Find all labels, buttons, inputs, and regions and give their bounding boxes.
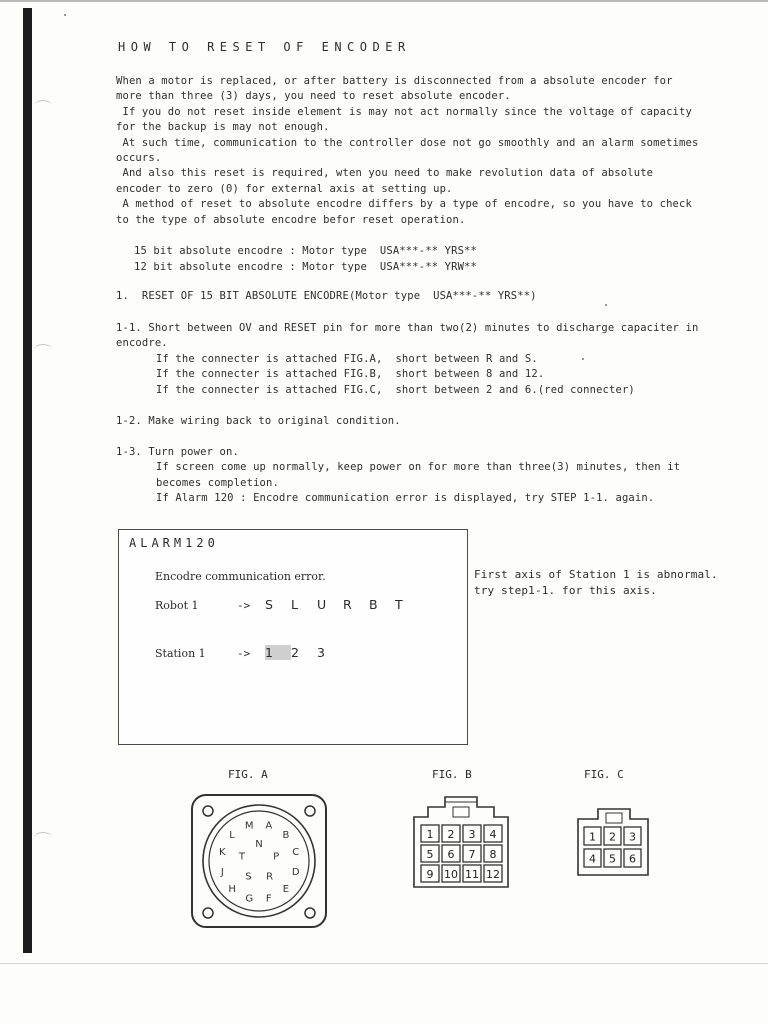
fig-a-pin-label: C xyxy=(292,847,300,859)
station-axis: 3 xyxy=(317,645,325,660)
fig-b-pin-label: 2 xyxy=(447,828,455,841)
intro-line: for the backup is may not enough. xyxy=(116,121,330,134)
fig-a-pin-label: K xyxy=(219,847,226,859)
fig-a-pin-label: S xyxy=(245,871,252,883)
robot-axis: R xyxy=(343,597,352,612)
note-line: try step1-1. for this axis. xyxy=(474,583,657,597)
station-axis-row xyxy=(155,645,343,660)
fig-b-pin-label: 9 xyxy=(426,868,434,881)
station-axis: 2 xyxy=(291,645,299,660)
fig-b-pin-label: 6 xyxy=(447,848,455,861)
outer-shell xyxy=(203,805,315,917)
step-1-3 xyxy=(116,445,680,507)
encoder-type-12bit: 12 bit absolute encodre : Motor type USA***-** YRW** xyxy=(134,260,477,273)
step-line: If the connecter is attached FIG.C, short between 2 and 6.(red connecter) xyxy=(156,383,635,396)
intro-line: occurs. xyxy=(116,152,162,165)
fig-b-pin-label: 8 xyxy=(489,848,497,861)
intro-line: to the type of absolute encodre befor reset operation. xyxy=(116,213,466,226)
robot-axis: S xyxy=(265,597,273,612)
section-heading: 1. RESET OF 15 BIT ABSOLUTE ENCODRE(Motor type USA***-** YRS**) xyxy=(116,290,537,302)
fig-b-caption: FIG. B xyxy=(432,768,472,781)
punch-hole-mark xyxy=(34,344,52,355)
step-line: 1-2. Make wiring back to original condition. xyxy=(116,415,401,427)
fig-a-pin-label: N xyxy=(255,839,263,850)
station-axes xyxy=(265,647,343,660)
step-line: 1-3. Turn power on. xyxy=(116,446,239,458)
mount-hole xyxy=(203,806,213,816)
step-line: If the connecter is attached FIG.A, short between R and S. xyxy=(156,352,538,365)
fig-b-pin-group xyxy=(421,825,502,882)
fig-b-pin-label: 12 xyxy=(486,868,500,881)
station-label: Station 1 xyxy=(155,647,206,660)
robot-axes xyxy=(265,599,421,612)
fig-b-pin-label: 11 xyxy=(465,868,479,881)
fig-a-pin-label: F xyxy=(265,893,272,905)
robot-label: Robot 1 xyxy=(155,599,199,612)
fig-a-pin-label: H xyxy=(228,883,236,895)
intro-paragraph xyxy=(116,74,751,228)
fig-a-caption: FIG. A xyxy=(228,768,268,781)
fig-b-pin-label: 7 xyxy=(468,848,476,861)
fig-b-pin-label: 1 xyxy=(426,828,434,841)
step-1-2 xyxy=(116,414,401,429)
fig-c-pin-label: 2 xyxy=(609,830,616,844)
robot-axis-row xyxy=(155,597,421,612)
latch-tab xyxy=(606,813,622,823)
fig-a-pin-label: J xyxy=(220,866,224,878)
fig-b-connector-diagram xyxy=(408,793,514,895)
fig-a-pin-label: M xyxy=(244,820,254,832)
note-line: First axis of Station 1 is abnormal. xyxy=(474,568,718,581)
fig-a-pin-label: T xyxy=(238,851,245,863)
fig-c-pin-group xyxy=(584,827,641,867)
arrow: -> xyxy=(237,647,251,660)
fig-a-pin-label: D xyxy=(291,866,300,878)
step-line: If Alarm 120 : Encodre communication error is displayed, try STEP 1-1. again. xyxy=(156,492,655,505)
binder-edge-shadow xyxy=(23,8,32,953)
punch-hole-mark xyxy=(34,832,52,843)
intro-line: more than three (3) days, you need to reset absolute encoder. xyxy=(116,90,511,103)
robot-axis: T xyxy=(395,597,403,612)
robot-axis: L xyxy=(291,597,298,612)
fig-a-pin-label: E xyxy=(282,883,290,895)
fig-a-pin-label: L xyxy=(229,830,235,842)
step-1-1 xyxy=(116,321,698,398)
page-top-edge xyxy=(0,0,768,2)
arrow: -> xyxy=(237,599,251,612)
intro-line: And also this reset is required, wten you need to make revolution data of absolute xyxy=(116,167,654,180)
fig-c-pin-label: 1 xyxy=(589,830,596,844)
fig-b-pin-label: 10 xyxy=(444,868,458,881)
fig-a-pin-label: A xyxy=(265,820,273,832)
intro-line: At such time, communication to the controller dose not go smoothly and an alarm sometimes xyxy=(116,136,699,149)
step-line: 1-1. Short between OV and RESET pin for more than two(2) minutes to discharge capaciter in xyxy=(116,322,699,334)
fig-c-connector-diagram xyxy=(574,805,654,885)
page-bottom-edge xyxy=(0,963,768,964)
scan-speck xyxy=(605,304,607,306)
encoder-type-15bit: 15 bit absolute encodre : Motor type USA***-** YRS** xyxy=(134,245,477,257)
fig-a-pin-group xyxy=(219,820,300,904)
mount-hole xyxy=(305,806,315,816)
fig-a-pin-label: R xyxy=(266,871,274,883)
alarm-code: ALARM120 xyxy=(129,536,219,550)
fig-c-pin-label: 3 xyxy=(629,830,636,844)
page-title: HOW TO RESET OF ENCODER xyxy=(118,40,411,54)
alarm-screen-box xyxy=(118,529,468,745)
inner-shell xyxy=(209,811,309,911)
intro-line: When a motor is replaced, or after battery is disconnected from a absolute encoder for xyxy=(116,75,673,87)
fig-b-pin-label: 5 xyxy=(426,848,434,861)
latch-tab xyxy=(453,807,469,817)
fig-c-caption: FIG. C xyxy=(584,768,624,781)
mount-hole xyxy=(203,908,213,918)
punch-hole-mark xyxy=(34,100,52,111)
mount-hole xyxy=(305,908,315,918)
fig-a-pin-label: P xyxy=(273,851,280,863)
fig-a-pin-label: B xyxy=(282,830,290,842)
fig-c-pin-label: 6 xyxy=(629,852,636,866)
station-axis-highlighted: 1 xyxy=(265,645,291,660)
robot-axis: B xyxy=(369,597,378,612)
intro-line: A method of reset to absolute encodre differs by a type of encodre, so you have to check xyxy=(116,198,692,211)
alarm-message: Encodre communication error. xyxy=(155,570,326,583)
encoder-type-list xyxy=(134,244,477,275)
fig-b-pin-label: 4 xyxy=(489,828,497,841)
intro-line: encoder to zero (0) for external axis at setting up. xyxy=(116,182,453,195)
fig-a-connector-diagram xyxy=(190,793,330,931)
fig-c-pin-label: 5 xyxy=(609,852,616,866)
fig-c-pin-label: 4 xyxy=(589,852,596,866)
scan-speck xyxy=(64,14,66,16)
step-line: If the connecter is attached FIG.B, short between 8 and 12. xyxy=(156,368,545,381)
side-note xyxy=(474,567,718,598)
step-line: becomes completion. xyxy=(156,476,279,489)
fig-b-pin-label: 3 xyxy=(468,828,476,841)
fig-a-pin-label: G xyxy=(245,893,254,905)
intro-line: If you do not reset inside element is may not act normally since the voltage of capacity xyxy=(116,105,692,118)
step-line: encodre. xyxy=(116,337,168,350)
step-line: If screen come up normally, keep power on for more than three(3) minutes, then it xyxy=(156,461,681,474)
robot-axis: U xyxy=(317,597,327,612)
